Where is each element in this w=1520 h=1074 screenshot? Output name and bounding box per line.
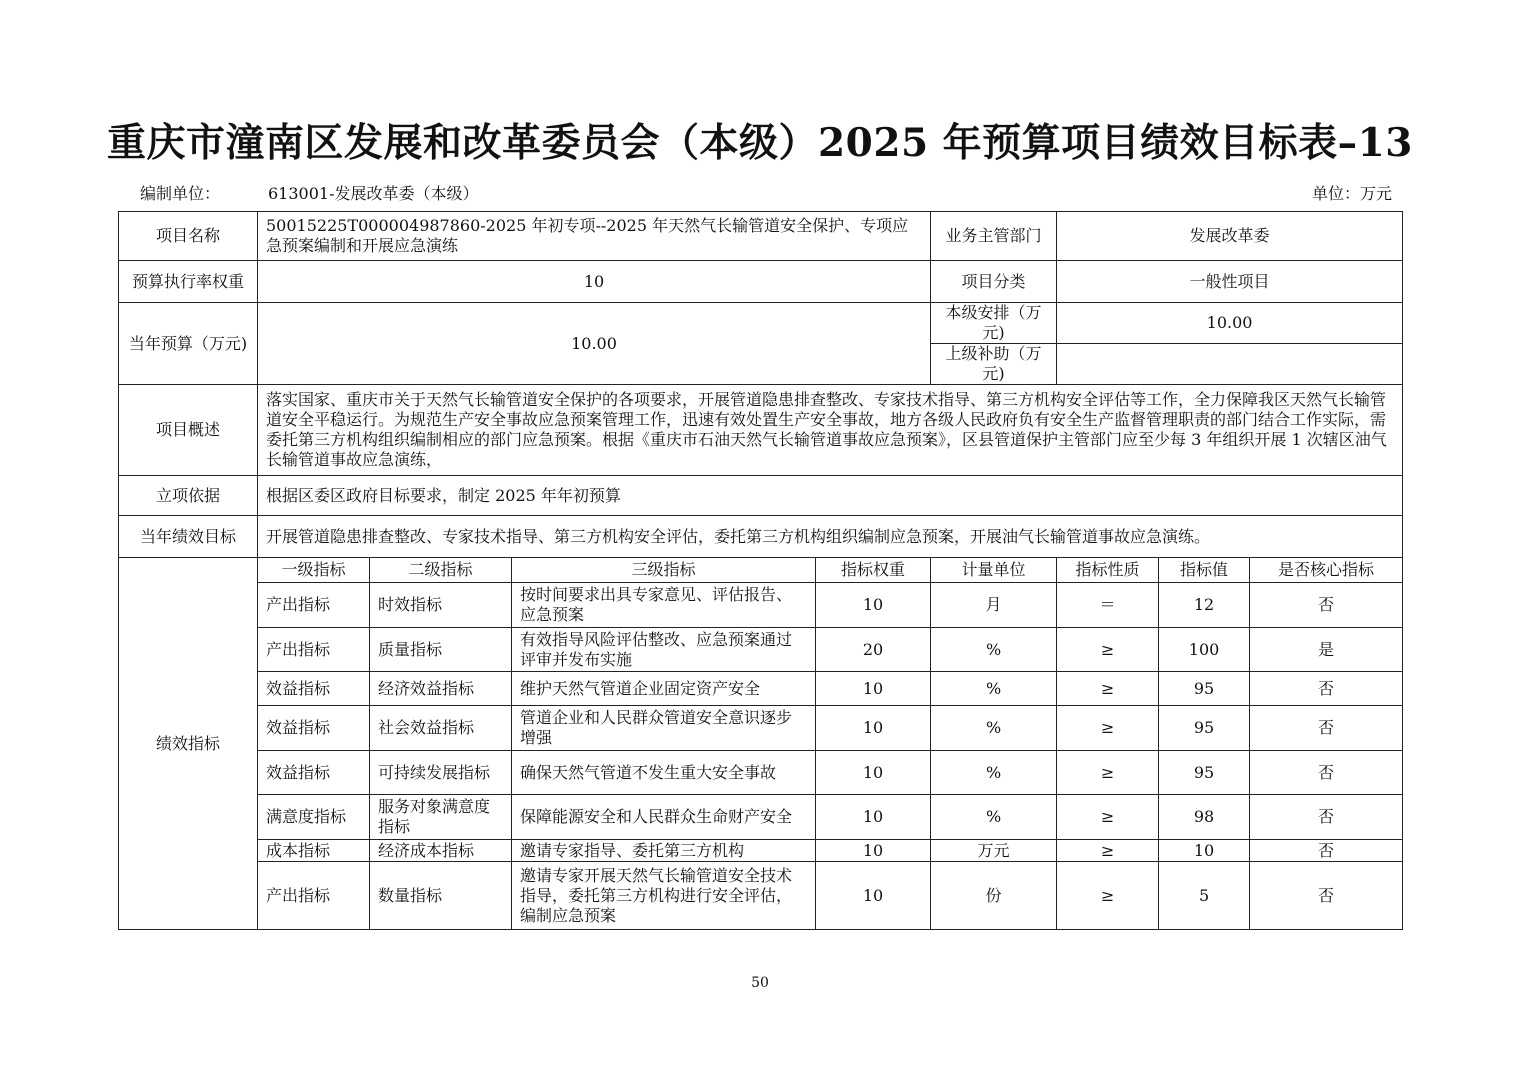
indicators-section-label: 绩效指标 <box>119 558 258 930</box>
unit-cell: 月 <box>931 583 1057 628</box>
level2-cell: 服务对象满意度指标 <box>370 795 512 840</box>
level3-cell: 管道企业和人民群众管道安全意识逐步增强 <box>512 706 816 751</box>
indicator-row <box>119 862 1403 930</box>
unit-cell: % <box>931 751 1057 795</box>
row-project-name <box>119 212 1403 261</box>
level2-cell: 时效指标 <box>370 583 512 628</box>
subsidy-label: 上级补助（万元) <box>931 344 1057 385</box>
dept-label: 业务主管部门 <box>931 212 1057 261</box>
weight-cell: 10 <box>816 706 931 751</box>
level1-cell: 效益指标 <box>258 672 370 706</box>
level3-cell: 按时间要求出具专家意见、评估报告、应急预案 <box>512 583 816 628</box>
level1-cell: 产出指标 <box>258 628 370 672</box>
header-weight: 指标权重 <box>816 558 931 583</box>
budget-label: 当年预算（万元) <box>119 303 258 385</box>
project-name-label: 项目名称 <box>119 212 258 261</box>
value-cell: 95 <box>1159 672 1250 706</box>
weight-cell: 10 <box>816 751 931 795</box>
page-title: 重庆市潼南区发展和改革委员会（本级）2025 年预算项目绩效目标表–13 <box>107 120 1413 166</box>
row-budget-local <box>119 303 1403 344</box>
org-label: 编制单位： <box>140 184 221 203</box>
nature-cell: ≥ <box>1057 672 1159 706</box>
org-value: 613001-发展改革委（本级） <box>268 184 479 203</box>
overview-label: 项目概述 <box>119 385 258 476</box>
row-basis <box>119 476 1403 516</box>
header-level2: 二级指标 <box>370 558 512 583</box>
weight-cell: 10 <box>816 840 931 862</box>
core-cell: 否 <box>1250 862 1403 930</box>
level1-cell: 成本指标 <box>258 840 370 862</box>
nature-cell: ≥ <box>1057 751 1159 795</box>
nature-cell: ≥ <box>1057 628 1159 672</box>
level1-cell: 产出指标 <box>258 583 370 628</box>
weight-cell: 10 <box>816 672 931 706</box>
header-value: 指标值 <box>1159 558 1250 583</box>
value-cell: 100 <box>1159 628 1250 672</box>
level3-cell: 有效指导风险评估整改、应急预案通过评审并发布实施 <box>512 628 816 672</box>
core-cell: 否 <box>1250 751 1403 795</box>
core-cell: 是 <box>1250 628 1403 672</box>
unit-cell: % <box>931 795 1057 840</box>
level3-cell: 保障能源安全和人民群众生命财产安全 <box>512 795 816 840</box>
row-weight <box>119 261 1403 303</box>
level3-cell: 维护天然气管道企业固定资产安全 <box>512 672 816 706</box>
level2-cell: 可持续发展指标 <box>370 751 512 795</box>
level3-cell: 邀请专家指导、委托第三方机构 <box>512 840 816 862</box>
level1-cell: 效益指标 <box>258 706 370 751</box>
performance-table <box>118 211 1403 930</box>
core-cell: 否 <box>1250 840 1403 862</box>
level2-cell: 数量指标 <box>370 862 512 930</box>
value-cell: 95 <box>1159 751 1250 795</box>
basis-label: 立项依据 <box>119 476 258 516</box>
level3-cell: 邀请专家开展天然气长输管道安全技术指导，委托第三方机构进行安全评估，编制应急预案 <box>512 862 816 930</box>
project-name-value: 50015225T000004987860-2025 年初专项--2025 年天然气长输管道安全保护、专项应急预案编制和开展应急演练 <box>258 212 931 261</box>
level1-cell: 满意度指标 <box>258 795 370 840</box>
core-cell: 否 <box>1250 583 1403 628</box>
local-label: 本级安排（万元) <box>931 303 1057 344</box>
indicator-row <box>119 840 1403 862</box>
unit-cell: 份 <box>931 862 1057 930</box>
weight-cell: 10 <box>816 583 931 628</box>
indicator-row <box>119 672 1403 706</box>
level3-cell: 确保天然气管道不发生重大安全事故 <box>512 751 816 795</box>
level2-cell: 社会效益指标 <box>370 706 512 751</box>
header-level3: 三级指标 <box>512 558 816 583</box>
category-value: 一般性项目 <box>1057 261 1403 303</box>
level2-cell: 质量指标 <box>370 628 512 672</box>
budget-value: 10.00 <box>258 303 931 385</box>
nature-cell: ≥ <box>1057 862 1159 930</box>
value-cell: 10 <box>1159 840 1250 862</box>
level1-cell: 效益指标 <box>258 751 370 795</box>
weight-cell: 10 <box>816 795 931 840</box>
indicator-row <box>119 706 1403 751</box>
nature-cell: ≥ <box>1057 795 1159 840</box>
goal-label: 当年绩效目标 <box>119 516 258 558</box>
level2-cell: 经济效益指标 <box>370 672 512 706</box>
unit-cell: 万元 <box>931 840 1057 862</box>
page-number: 50 <box>751 975 769 991</box>
goal-value: 开展管道隐患排查整改、专家技术指导、第三方机构安全评估，委托第三方机构组织编制应急预案，开展油气长输管道事故应急演练。 <box>258 516 1403 558</box>
level1-cell: 产出指标 <box>258 862 370 930</box>
nature-cell: ≥ <box>1057 840 1159 862</box>
unit-cell: % <box>931 672 1057 706</box>
value-cell: 12 <box>1159 583 1250 628</box>
nature-cell: ≥ <box>1057 706 1159 751</box>
weight-value: 10 <box>258 261 931 303</box>
row-goal <box>119 516 1403 558</box>
value-cell: 95 <box>1159 706 1250 751</box>
value-cell: 5 <box>1159 862 1250 930</box>
indicator-row <box>119 795 1403 840</box>
unit-label: 单位：万元 <box>1311 184 1392 203</box>
weight-cell: 20 <box>816 628 931 672</box>
row-overview <box>119 385 1403 476</box>
indicator-row <box>119 583 1403 628</box>
core-cell: 否 <box>1250 706 1403 751</box>
basis-value: 根据区委区政府目标要求，制定 2025 年年初预算 <box>258 476 1403 516</box>
header-nature: 指标性质 <box>1057 558 1159 583</box>
core-cell: 否 <box>1250 672 1403 706</box>
header-unit: 计量单位 <box>931 558 1057 583</box>
category-label: 项目分类 <box>931 261 1057 303</box>
overview-value: 落实国家、重庆市关于天然气长输管道安全保护的各项要求，开展管道隐患排查整改、专家技术指导、第三方机构安全评估等工作，全力保障我区天然气长输管道安全平稳运行。为规范生产安全事故应急预案管理工作，迅速有效处置生产安全事故，地方各级人民政府负有安全生产监督管理职责的部门结合工作实际，需委托第三方机构组织编制相应的部门应急预案。根据《重庆市石油天然气长输管道事故应急预案》，区县管道保护主管部门应至少每 3 年组织开展 1 次辖区油气长输管道事故应急演练， <box>258 385 1403 476</box>
subsidy-value <box>1057 344 1403 385</box>
header-level1: 一级指标 <box>258 558 370 583</box>
core-cell: 否 <box>1250 795 1403 840</box>
header-core: 是否核心指标 <box>1250 558 1403 583</box>
level2-cell: 经济成本指标 <box>370 840 512 862</box>
weight-label: 预算执行率权重 <box>119 261 258 303</box>
dept-value: 发展改革委 <box>1057 212 1403 261</box>
unit-cell: % <box>931 706 1057 751</box>
weight-cell: 10 <box>816 862 931 930</box>
indicator-row <box>119 628 1403 672</box>
local-value: 10.00 <box>1057 303 1403 344</box>
value-cell: 98 <box>1159 795 1250 840</box>
indicator-row <box>119 751 1403 795</box>
nature-cell: ＝ <box>1057 583 1159 628</box>
indicator-header-row <box>119 558 1403 583</box>
unit-cell: % <box>931 628 1057 672</box>
